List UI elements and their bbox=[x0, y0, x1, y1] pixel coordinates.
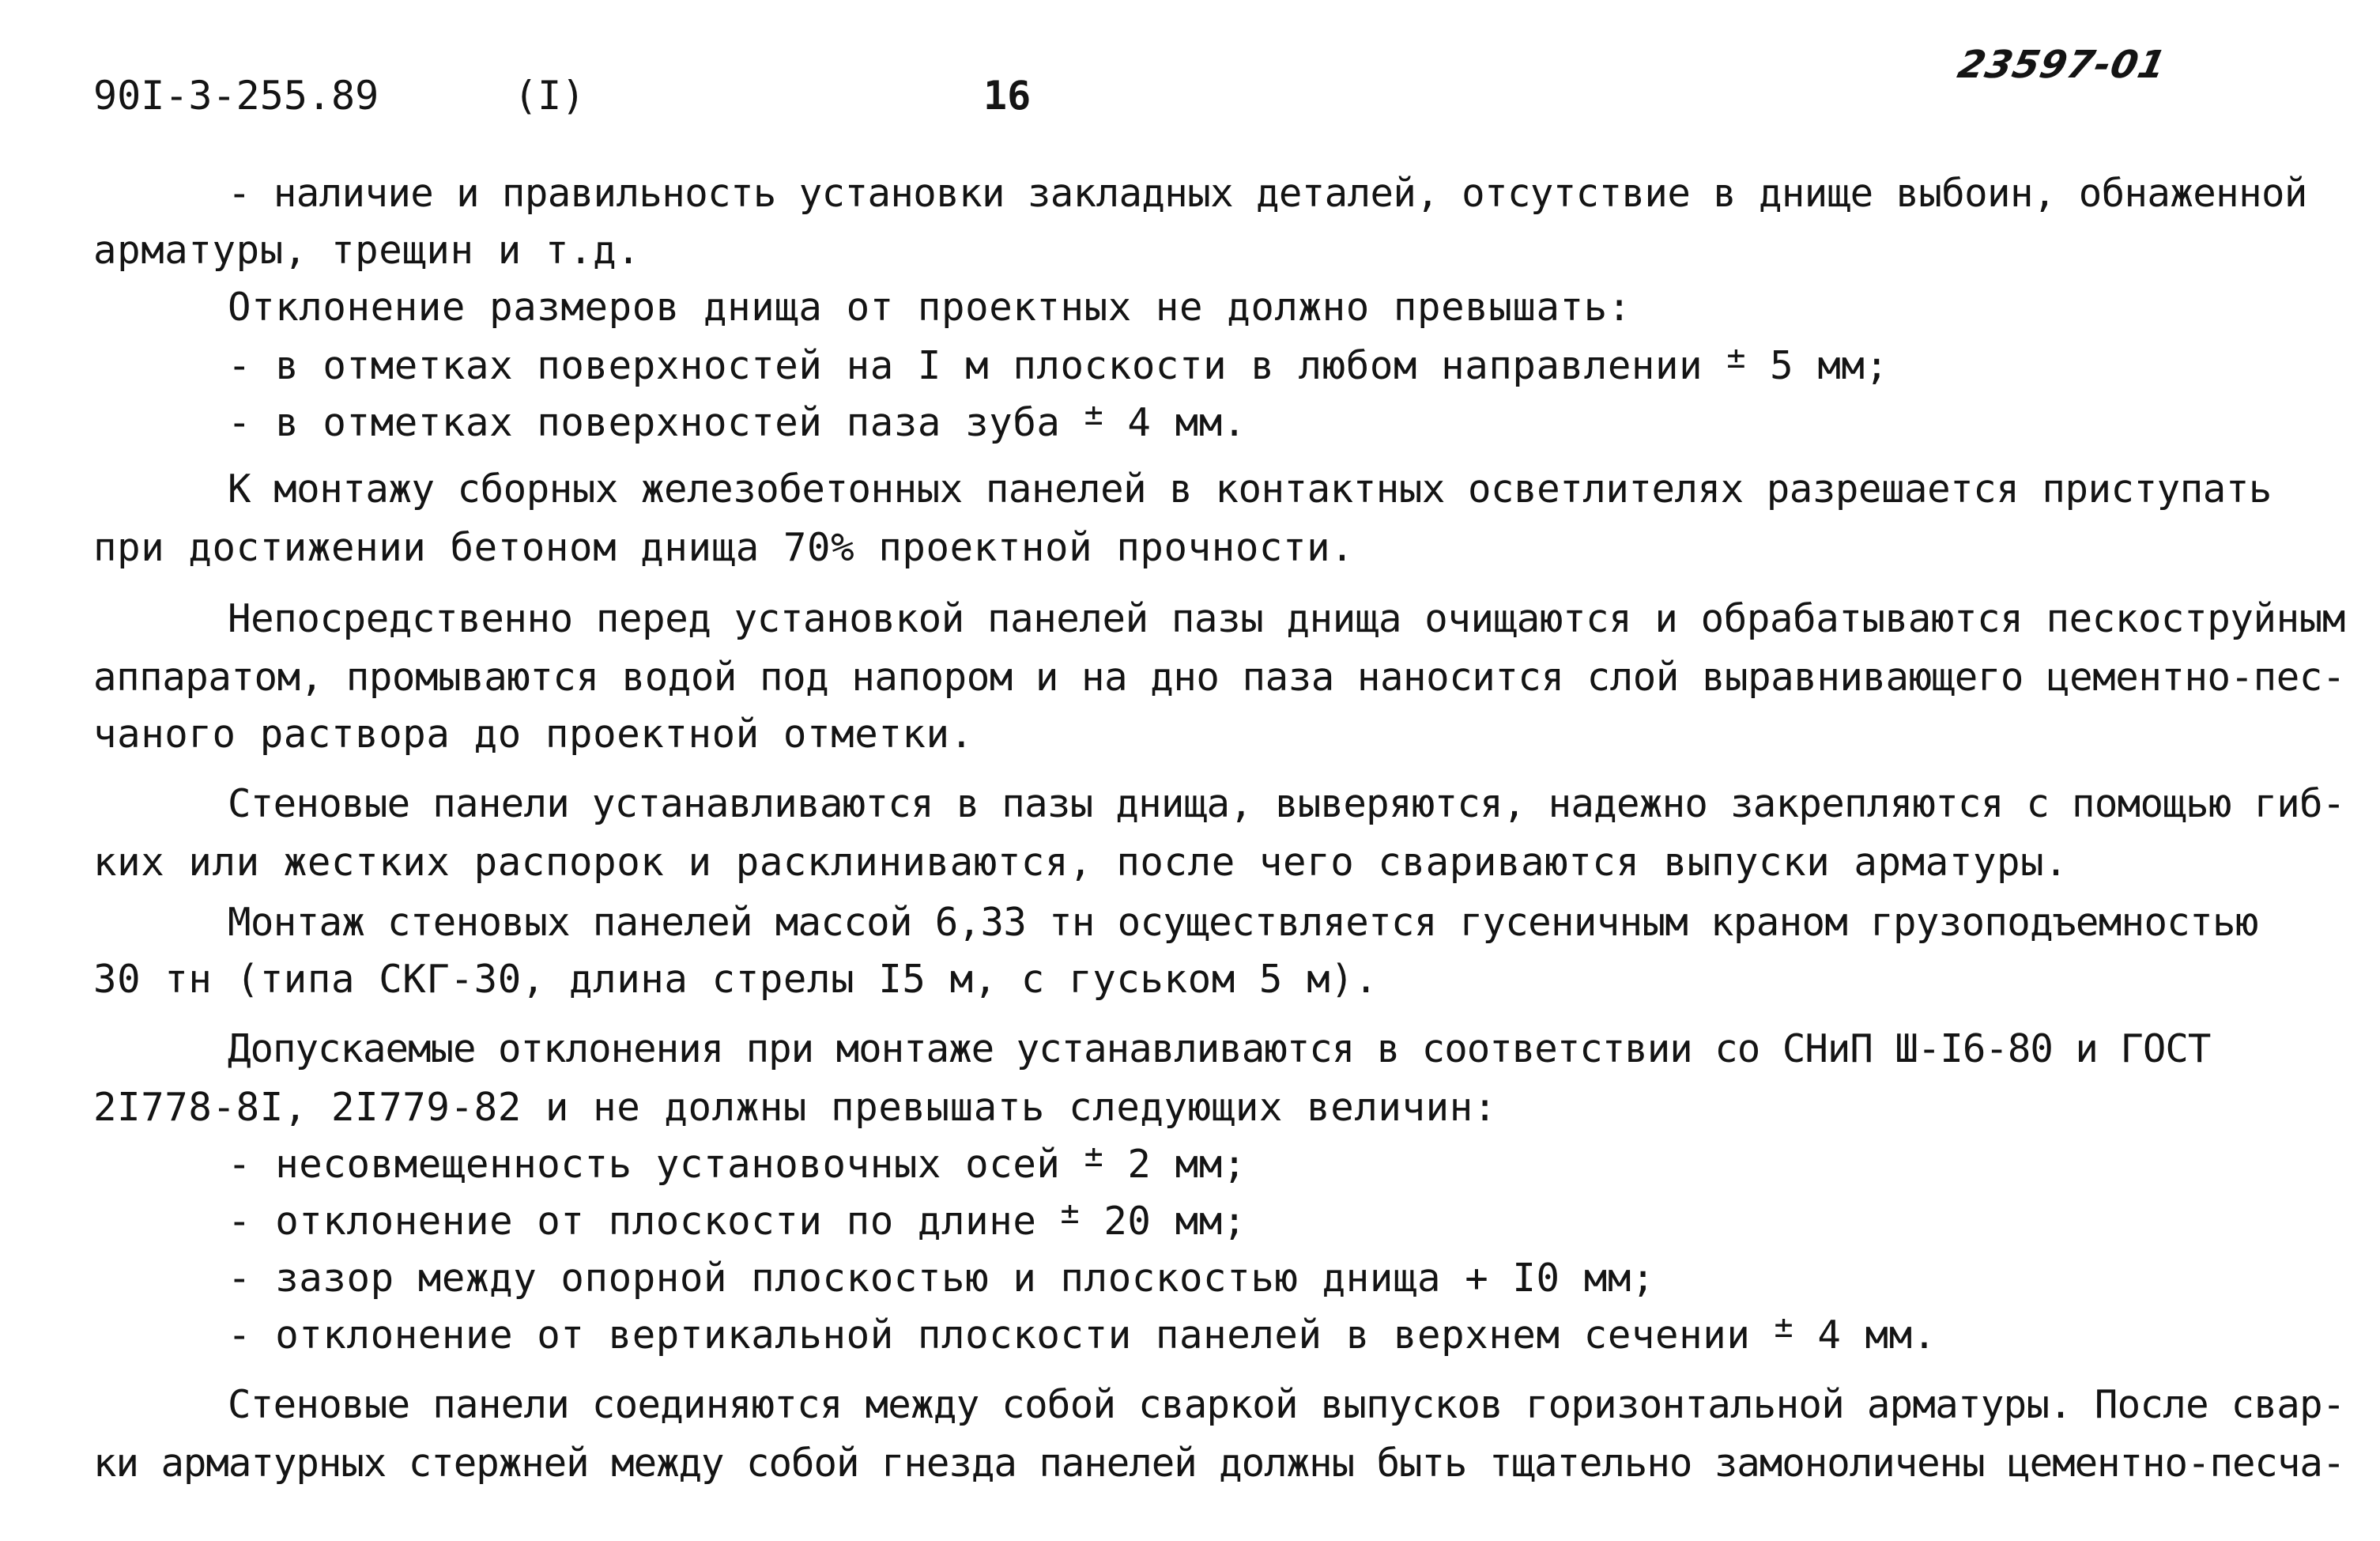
text-line-content: - в отметках поверхностей паза зуба bbox=[228, 400, 1084, 445]
text-line bbox=[228, 339, 1889, 388]
text-line-content: - отклонение от плоскости по длине bbox=[228, 1199, 1061, 1244]
text-line bbox=[93, 655, 2345, 700]
tolerance-value: 2 мм; bbox=[1103, 1142, 1247, 1187]
text-line bbox=[93, 840, 2069, 885]
text-line-content: ких или жестких распорок и расклиниваются, после чего свариваются выпуски арматуры. bbox=[93, 840, 2069, 885]
text-line bbox=[228, 396, 1247, 445]
text-line-content: арматуры, трещин и т.д. bbox=[93, 228, 641, 273]
text-line bbox=[228, 1382, 2345, 1427]
text-line-content: аппаратом, промываются водой под напором и на дно паза наносится слой выравнивающего цементно-пес- bbox=[93, 655, 2345, 700]
text-line-content: - в отметках поверхностей на I м плоскости в любом направлении bbox=[228, 343, 1727, 388]
text-line bbox=[228, 1026, 2211, 1071]
plus-minus-sign: ± bbox=[1084, 1138, 1104, 1174]
text-line-content: 2I778-8I, 2I779-82 и не должны превышать следующих величин: bbox=[93, 1085, 1497, 1130]
text-line bbox=[93, 1441, 2345, 1486]
tolerance-value: 20 мм; bbox=[1080, 1199, 1247, 1244]
plus-minus-sign: ± bbox=[1060, 1195, 1081, 1231]
plus-minus-sign: ± bbox=[1084, 396, 1104, 432]
plus-minus-sign: ± bbox=[1774, 1309, 1794, 1345]
text-line-content: Непосредственно перед установкой панелей пазы днища очищаются и обрабатываются пескоструйным bbox=[228, 596, 2346, 641]
text-line bbox=[228, 781, 2345, 826]
text-line bbox=[228, 1256, 1656, 1301]
text-line-content: при достижении бетоном днища 70% проектной прочности. bbox=[93, 525, 1355, 570]
inventory-number: 23597-01 bbox=[1954, 43, 2171, 87]
tolerance-value: 4 мм. bbox=[1793, 1312, 1937, 1358]
text-line bbox=[228, 1138, 1247, 1187]
text-line bbox=[228, 1309, 1937, 1358]
text-line-content: - несовмещенность установочных осей bbox=[228, 1142, 1084, 1187]
text-line bbox=[228, 285, 1631, 330]
tolerance-value: 5 мм; bbox=[1746, 343, 1889, 388]
text-line bbox=[228, 900, 2258, 945]
text-line-content: 30 тн (типа СКГ-30, длина стрелы I5 м, с гуськом 5 м). bbox=[93, 957, 1379, 1002]
text-line-content: Отклонение размеров днища от проектных не должно превышать: bbox=[228, 285, 1631, 330]
text-line-content: Стеновые панели соединяются между собой сваркой выпусков горизонтальной арматуры. После свар- bbox=[228, 1382, 2345, 1427]
text-line-content: - наличие и правильность установки закладных деталей, отсутствие в днище выбоин, обнаженной bbox=[228, 171, 2307, 216]
text-line bbox=[228, 1195, 1247, 1244]
text-line bbox=[93, 228, 641, 273]
tolerance-value: 4 мм. bbox=[1103, 400, 1247, 445]
text-line-content: Стеновые панели устанавливаются в пазы днища, выверяются, надежно закрепляются с помощью гиб- bbox=[228, 781, 2345, 826]
text-line bbox=[93, 712, 974, 757]
text-line-content: - зазор между опорной плоскостью и плоскостью днища + I0 мм; bbox=[228, 1256, 1656, 1301]
text-line bbox=[228, 596, 2346, 641]
text-line bbox=[93, 957, 1379, 1002]
page-number: 16 bbox=[983, 73, 1032, 119]
text-line-content: Монтаж стеновых панелей массой 6,33 тн осуществляется гусеничным краном грузоподъемностью bbox=[228, 900, 2258, 945]
text-line-content: - отклонение от вертикальной плоскости панелей в верхнем сечении bbox=[228, 1312, 1775, 1358]
text-line bbox=[93, 1085, 1497, 1130]
text-line-content: К монтажу сборных железобетонных панелей в контактных осветлителях разрешается приступать bbox=[228, 466, 2272, 512]
document-part: (I) bbox=[514, 73, 586, 119]
text-line bbox=[228, 171, 2307, 216]
text-line-content: чаного раствора до проектной отметки. bbox=[93, 712, 974, 757]
document-code: 90I-3-255.89 bbox=[93, 73, 379, 119]
text-line-content: ки арматурных стержней между собой гнезда панелей должны быть тщательно замоноличены цементно-песча- bbox=[93, 1441, 2345, 1486]
text-line bbox=[228, 466, 2272, 512]
text-line-content: Допускаемые отклонения при монтаже устанавливаются в соответствии со СНиП Ш-I6-80 и ГОСТ bbox=[228, 1026, 2211, 1071]
plus-minus-sign: ± bbox=[1726, 339, 1747, 376]
text-line bbox=[93, 525, 1355, 570]
